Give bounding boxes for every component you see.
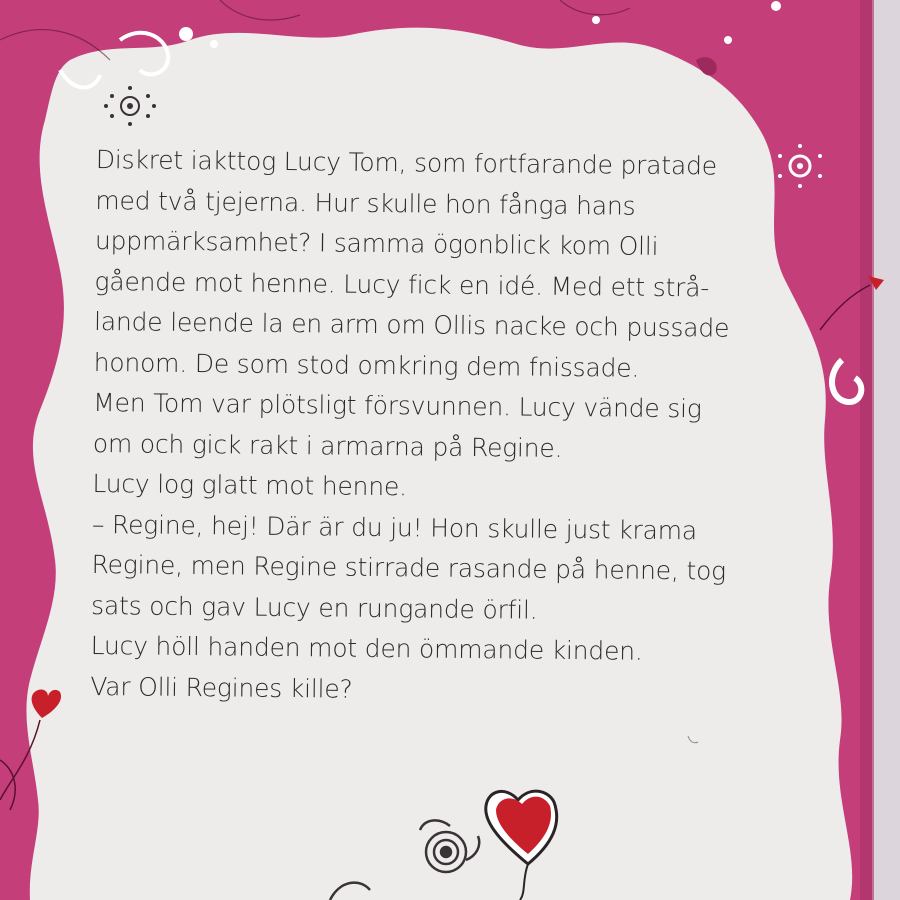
story-line: honom. De som stod omkring dem fnissade. bbox=[93, 347, 640, 383]
story-text bbox=[90, 140, 756, 714]
story-line: lande leende la en arm om Ollis nacke och pussade bbox=[93, 306, 730, 343]
story-line: Men Tom var plötsligt försvunnen. Lucy vände sig bbox=[93, 387, 702, 424]
story-line: Var Olli Regines kille? bbox=[90, 671, 353, 704]
story-line: Lucy log glatt mot henne. bbox=[92, 468, 408, 502]
story-line: Regine, men Regine stirrade rasande på henne, tog bbox=[91, 549, 727, 586]
book-edge bbox=[872, 0, 900, 900]
story-line: sats och gav Lucy en rungande örfil. bbox=[90, 590, 538, 625]
story-line: Lucy höll handen mot den ömmande kinden. bbox=[90, 630, 643, 666]
story-line: gående mot henne. Lucy fick en idé. Med ett strå- bbox=[94, 266, 710, 302]
story-line: uppmärksamhet? I samma ögonblick kom Olli bbox=[94, 225, 659, 261]
story-line: – Regine, hej! Där är du ju! Hon skulle just krama bbox=[91, 509, 698, 545]
story-line: med två tjejerna. Hur skulle hon fånga hans bbox=[95, 185, 636, 221]
story-line: om och gick rakt i armarna på Regine. bbox=[92, 428, 563, 463]
story-line: Diskret iakttog Lucy Tom, som fortfarande pratade bbox=[95, 144, 718, 181]
